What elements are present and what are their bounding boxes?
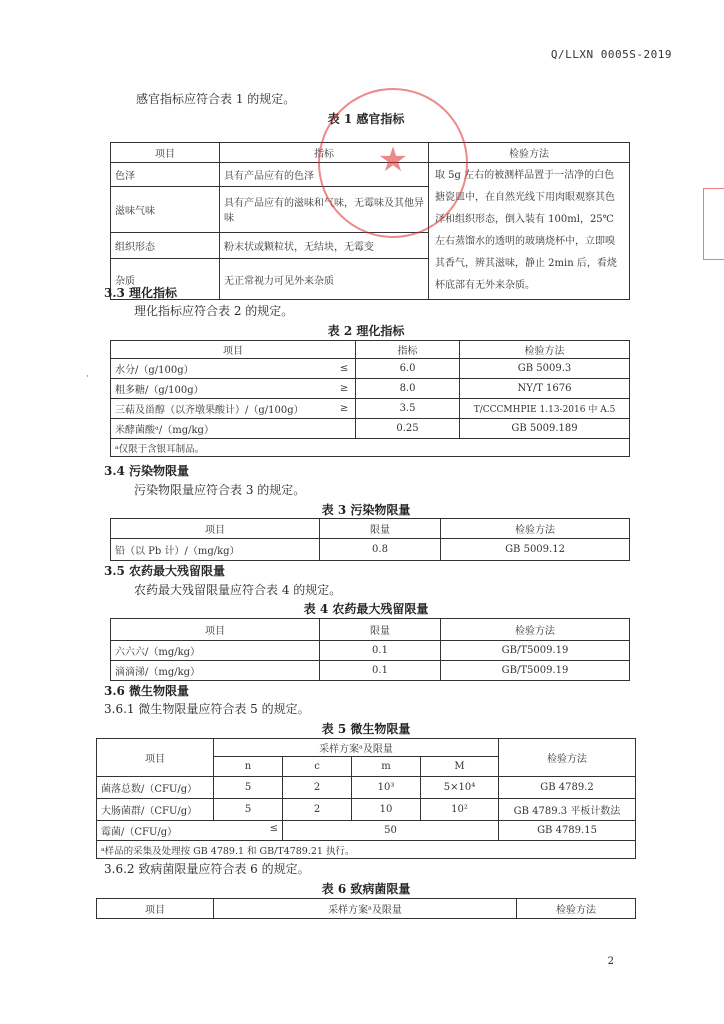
stray-dot: · xyxy=(86,372,89,381)
table-cell: 具有产品应有的色泽 xyxy=(220,163,429,187)
table-cell: ≤ xyxy=(333,359,356,379)
table-cell: 5 xyxy=(214,777,283,799)
section-3-3-text: 理化指标应符合表 2 的规定。 xyxy=(134,304,294,318)
table4 xyxy=(110,618,630,681)
table5-mold-op: ≤ xyxy=(269,823,278,834)
table4-header-limit: 限量 xyxy=(320,619,441,641)
table-cell: 菌落总数/（CFU/g） xyxy=(97,777,214,799)
table3-caption: 表 3 污染物限量 xyxy=(321,503,411,517)
table-cell: 8.0 xyxy=(356,379,460,399)
table-cell: 杂质 xyxy=(111,259,220,300)
table-cell: GB/T5009.19 xyxy=(441,641,630,661)
table4-header-method: 检验方法 xyxy=(441,619,630,641)
table-cell: 组织形态 xyxy=(111,232,220,258)
table5-sub-m: m xyxy=(352,757,421,777)
table6-caption: 表 6 致病菌限量 xyxy=(321,882,411,896)
table4-caption: 表 4 农药最大残留限量 xyxy=(303,602,429,616)
table-cell: GB 5009.12 xyxy=(441,539,630,561)
section-3-6-2-text: 3.6.2 致病菌限量应符合表 6 的规定。 xyxy=(104,862,310,876)
table-cell: 10 xyxy=(352,799,421,821)
table-cell: 滋味气味 xyxy=(111,187,220,233)
table5-sub-M: M xyxy=(421,757,499,777)
table-cell: 无正常视力可见外来杂质 xyxy=(220,259,429,300)
table5-header-method: 检验方法 xyxy=(499,739,636,777)
table1-header-indicator: 指标 xyxy=(220,143,429,163)
table-cell: 三萜及甾醇（以齐墩果酸计）/（g/100g） xyxy=(111,399,334,419)
table5 xyxy=(96,738,636,859)
table5-mold-item: 霉菌/（CFU/g） xyxy=(101,827,178,838)
standard-number: Q/LLXN 0005S-2019 xyxy=(550,48,672,61)
table-cell: 0.8 xyxy=(320,539,441,561)
table5-caption: 表 5 微生物限量 xyxy=(321,722,411,736)
table-cell: 2 xyxy=(283,799,352,821)
table-cell: GB 5009.189 xyxy=(460,419,630,439)
table-cell xyxy=(97,821,283,841)
table-cell: 10² xyxy=(421,799,499,821)
table5-sub-n: n xyxy=(214,757,283,777)
table3-header-limit: 限量 xyxy=(320,519,441,539)
table-cell: 2 xyxy=(283,777,352,799)
table-cell: 滴滴涕/（mg/kg） xyxy=(111,661,320,681)
company-seal xyxy=(318,88,468,238)
table2-note: ᵃ仅限于含银耳制品。 xyxy=(111,439,630,457)
table-cell: 粗多糖/（g/100g） xyxy=(111,379,334,399)
table6-header-method: 检验方法 xyxy=(517,899,636,919)
table-cell: GB 4789.3 平板计数法 xyxy=(499,799,636,821)
table2 xyxy=(110,340,630,457)
table5-header-item: 项目 xyxy=(97,739,214,777)
table6-header-item: 项目 xyxy=(97,899,214,919)
table2-caption: 表 2 理化指标 xyxy=(327,324,405,338)
section-3-6-1-text: 3.6.1 微生物限量应符合表 5 的规定。 xyxy=(104,702,310,716)
table5-sub-c: c xyxy=(283,757,352,777)
table-cell: 水分/（g/100g） xyxy=(111,359,334,379)
section-3-4-text: 污染物限量应符合表 3 的规定。 xyxy=(134,483,306,497)
table5-note: ᵃ样品的采集及处理按 GB 4789.1 和 GB/T4789.21 执行。 xyxy=(97,841,636,859)
table-cell: 0.25 xyxy=(356,419,460,439)
table-cell: 六六六/（mg/kg） xyxy=(111,641,320,661)
table-cell: 6.0 xyxy=(356,359,460,379)
table-cell: 10³ xyxy=(352,777,421,799)
intro-text: 感官指标应符合表 1 的规定。 xyxy=(136,92,296,106)
section-3-5-title: 3.5 农药最大残留限量 xyxy=(104,564,226,578)
table-cell: GB 4789.2 xyxy=(499,777,636,799)
table1-header-item: 项目 xyxy=(111,143,220,163)
table-cell: 大肠菌群/（CFU/g） xyxy=(97,799,214,821)
table5-header-plan: 采样方案ᵃ及限量 xyxy=(214,739,499,757)
section-3-5-text: 农药最大残留限量应符合表 4 的规定。 xyxy=(134,583,342,597)
table2-header-item: 项目 xyxy=(111,341,356,359)
seal-star-icon: ★ xyxy=(377,140,409,180)
table3 xyxy=(110,518,630,561)
section-3-6-title: 3.6 微生物限量 xyxy=(104,684,190,698)
table-cell: GB 5009.3 xyxy=(460,359,630,379)
table3-header-item: 项目 xyxy=(111,519,320,539)
page-number: 2 xyxy=(607,956,614,967)
table-cell: GB/T5009.19 xyxy=(441,661,630,681)
table-cell: 粉末状或颗粒状，无结块，无霉变 xyxy=(220,232,429,258)
table-cell: ≥ xyxy=(333,399,356,419)
table-cell: T/CCCMHPIE 1.13-2016 中 A.5 xyxy=(460,399,630,419)
table-cell: 0.1 xyxy=(320,641,441,661)
table-cell: 3.5 xyxy=(356,399,460,419)
table-cell: 0.1 xyxy=(320,661,441,681)
section-3-4-title: 3.4 污染物限量 xyxy=(104,464,190,478)
table-cell: 米酵菌酸ᵃ/（mg/kg） xyxy=(111,419,334,439)
table1-method: 取 5g 左右的被测样品置于一洁净的白色搪瓷皿中，在自然光线下用肉眼观察其色泽和组织形态，倒入装有 100ml，25℃左右蒸馏水的透明的玻璃烧杯中，立即嗅其香气，辨其滋味，静止 2min 后，看烧杯底部有无外来杂质。 xyxy=(429,163,630,300)
table6-header-plan: 采样方案ᵃ及限量 xyxy=(214,899,517,919)
table-cell xyxy=(333,419,356,439)
table6 xyxy=(96,898,636,919)
table-cell: ≥ xyxy=(333,379,356,399)
table-cell: 色泽 xyxy=(111,163,220,187)
table-cell: GB 4789.15 xyxy=(499,821,636,841)
table3-header-method: 检验方法 xyxy=(441,519,630,539)
table-cell: 5 xyxy=(214,799,283,821)
table2-header-indicator: 指标 xyxy=(356,341,460,359)
table-cell: NY/T 1676 xyxy=(460,379,630,399)
table-cell: 50 xyxy=(283,821,499,841)
table-cell: 铅（以 Pb 计）/（mg/kg） xyxy=(111,539,320,561)
table1-header-method: 检验方法 xyxy=(429,143,630,163)
table1-caption: 表 1 感官指标 xyxy=(327,112,405,126)
table-cell: 5×10⁴ xyxy=(421,777,499,799)
table2-header-method: 检验方法 xyxy=(460,341,630,359)
table4-header-item: 项目 xyxy=(111,619,320,641)
table-cell: 具有产品应有的滋味和气味，无霉味及其他异味 xyxy=(220,187,429,233)
side-seal-fragment xyxy=(703,188,724,260)
section-3-3-title: 3.3 理化指标 xyxy=(104,286,178,300)
